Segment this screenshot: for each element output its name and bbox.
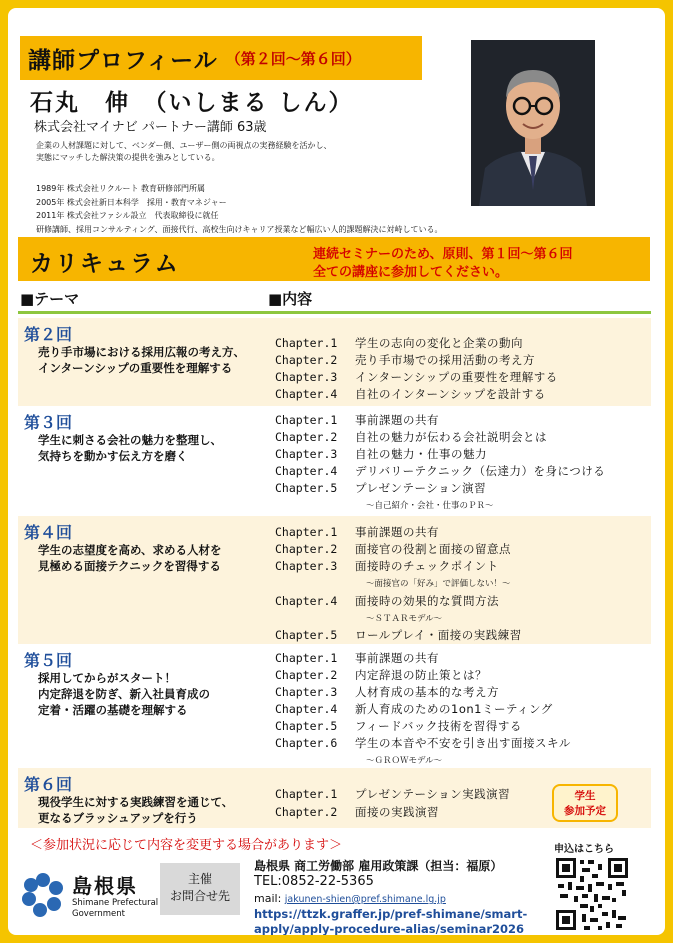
session-number: 第６回 [24, 775, 73, 794]
career-line: 2011年 株式会社ファシル設立 代表取締役に就任 [36, 211, 219, 220]
chapter-item: Chapter.5 フィードバック技術を習得する [275, 719, 522, 733]
chapter-item: Chapter.2 売り手市場での採用活動の考え方 [275, 353, 535, 367]
qr-code-icon [554, 856, 630, 932]
session-block-2 [18, 318, 651, 406]
instructor-name: 石丸 伸 （いしまる しん） [30, 90, 354, 116]
flyer-page [8, 8, 665, 935]
session-block-3 [18, 406, 651, 512]
logo-english-line2: Government [72, 909, 126, 919]
session-theme: 学生に刺さる会社の魅力を整理し、 気持ちを動かす伝え方を磨く [38, 433, 222, 463]
session-theme: 採用してからがスタート！ 内定辞退を防ぎ、新入社員育成の 定着・活躍の基礎を理解する [38, 671, 211, 717]
logo-english-line1: Shimane Prefectural [72, 898, 159, 908]
session-number: 第５回 [24, 651, 73, 670]
content-column-header: ■内容 [268, 290, 313, 308]
application-qr-code[interactable] [554, 856, 630, 932]
phone-number: TEL:0852-22-5365 [254, 874, 374, 889]
divider [18, 311, 651, 314]
session-block-4 [18, 516, 651, 644]
session-theme: 現役学生に対する実践練習を通じて、 更なるブラッシュアップを行う [38, 795, 234, 825]
chapter-item: Chapter.1 事前課題の共有 [275, 525, 439, 539]
session-theme: 売り手市場における採用広報の考え方、 インターンシップの重要性を理解する [38, 345, 245, 375]
instructor-portrait-icon [471, 40, 595, 206]
chapter-item: Chapter.3 面接時のチェックポイント [275, 559, 499, 573]
chapter-item: Chapter.2 面接官の役割と面接の留意点 [275, 542, 511, 556]
chapter-item: Chapter.4 新人育成のための1on1ミーティング [275, 702, 553, 716]
curriculum-heading-bar [18, 237, 650, 281]
chapter-item: Chapter.5 ロールプレイ・面接の実践練習 [275, 628, 522, 642]
chapter-item: Chapter.1 事前課題の共有 [275, 651, 439, 665]
email-contact [254, 892, 446, 905]
email-link[interactable]: jakunen-shien@pref.shimane.lg.jp [284, 894, 446, 905]
chapter-item: Chapter.2 自社の魅力が伝わる会社説明会とは [275, 430, 547, 444]
career-line: 1989年 株式会社リクルート 教育研修部門所属 [36, 184, 206, 193]
chapter-subnote: ～ＧＲＯＷモデル～ [366, 756, 443, 766]
career-line: 研修講師、採用コンサルティング、面接代行、高校生向けキャリア授業など幅広い人的課題解決に対峙している。 [36, 224, 443, 234]
session-theme: 学生の志望度を高め、求める人材を 見極める面接テクニックを習得する [38, 543, 222, 573]
session-number: 第３回 [24, 413, 73, 432]
instructor-photo [471, 40, 595, 206]
instructor-affiliation: 株式会社マイナビ パートナー講師 63歳 [34, 120, 267, 135]
application-url-line2[interactable]: apply/apply-procedure-alias/seminar2026 [254, 922, 525, 935]
session-block-5 [18, 644, 651, 768]
student-participation-badge: 学生 参加予定 [552, 784, 618, 822]
chapter-item: Chapter.1 学生の志向の変化と企業の動向 [275, 336, 523, 350]
chapter-item: Chapter.2 面接の実践演習 [275, 805, 439, 819]
chapter-item: Chapter.5 プレゼンテーション演習 [275, 481, 487, 495]
chapter-item: Chapter.4 面接時の効果的な質問方法 [275, 594, 499, 608]
chapter-subnote: ～ＳＴＡＲモデル～ [366, 614, 443, 624]
email-label: mail: [254, 892, 282, 905]
profile-heading: 講師プロフィール [28, 47, 218, 74]
instructor-career [36, 182, 442, 236]
profile-heading-sub: （第２回～第６回） [225, 49, 361, 68]
instructor-description [36, 140, 456, 164]
chapter-item: Chapter.2 内定辞退の防止策とは？ [275, 668, 487, 682]
attendance-note-line1: 連続セミナーのため、原則、第１回～第６回 [313, 247, 573, 262]
description-line: 企業の人材課題に対して、ベンダー側、ユーザー側の両視点の実務経験を活かし、 [36, 141, 332, 150]
organizer-label: 主催 [187, 872, 212, 886]
contact-label: お問合せ先 [169, 889, 230, 903]
chapter-item: Chapter.4 自社のインターンシップを設計する [275, 387, 546, 401]
profile-heading-bar [20, 36, 422, 80]
description-line: 実態にマッチした解決策の提供を強みとしている。 [36, 153, 220, 162]
chapter-item: Chapter.4 デリバリーテクニック（伝達力）を身につける [275, 464, 606, 478]
career-line: 2005年 株式会社新日本科学 採用・教育マネジャー [36, 197, 227, 207]
chapter-item: Chapter.6 学生の本音や不安を引き出す面接スキル [275, 736, 571, 750]
shimane-emblem-icon [18, 870, 68, 920]
application-url-line1[interactable]: https://ttzk.graffer.jp/pref-shimane/smart- [254, 907, 528, 921]
chapter-item: Chapter.3 人材育成の基本的な考え方 [275, 685, 499, 699]
session-number: 第２回 [24, 325, 73, 344]
content-change-note: ＜参加状況に応じて内容を変更する場合があります＞ [30, 838, 343, 853]
logo-text: 島根県 [72, 874, 138, 898]
curriculum-heading: カリキュラム [30, 251, 180, 277]
organizer-box [160, 863, 240, 915]
apply-label: 申込はこちら [554, 844, 614, 855]
attendance-note-line2: 全ての講座に参加してください。 [313, 265, 509, 280]
department-name: 島根県 商工労働部 雇用政策課（担当：福原） [254, 859, 503, 873]
session-number: 第４回 [24, 523, 73, 542]
chapter-item: Chapter.1 事前課題の共有 [275, 413, 439, 427]
chapter-item: Chapter.3 自社の魅力・仕事の魅力 [275, 447, 487, 461]
chapter-subnote: ～面接官の「好み」で評価しない！～ [366, 579, 511, 589]
theme-column-header: ■テーマ [20, 290, 80, 308]
chapter-item: Chapter.3 インターンシップの重要性を理解する [275, 370, 558, 384]
shimane-logo [16, 866, 166, 922]
chapter-subnote: ～自己紹介・会社・仕事のＰＲ～ [366, 501, 494, 511]
chapter-item: Chapter.1 プレゼンテーション実践演習 [275, 787, 511, 801]
